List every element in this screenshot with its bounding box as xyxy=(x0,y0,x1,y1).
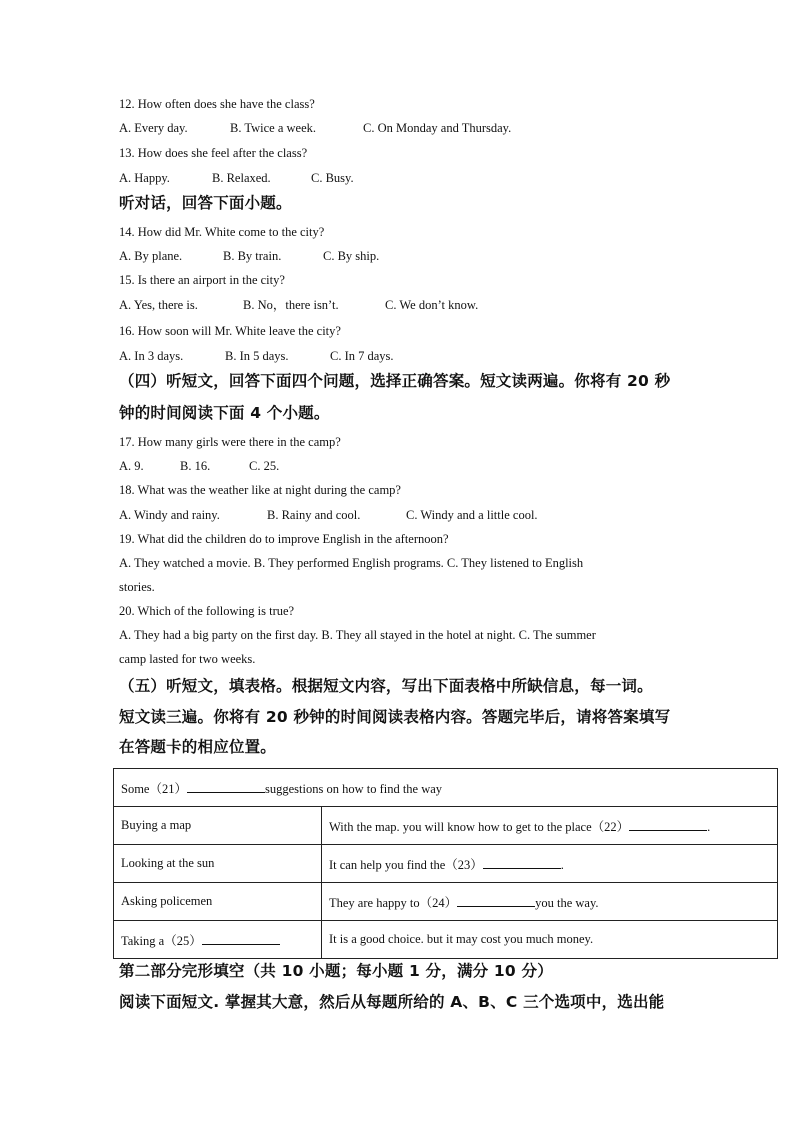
question-18: 18. What was the weather like at night during the camp? xyxy=(119,483,401,497)
q12-option-b: B. Twice a week. xyxy=(230,121,317,135)
blank-21[interactable] xyxy=(187,781,265,793)
q20-options-line1: A. They had a big party on the first day. B. They all stayed in the hotel at night. C. The summer xyxy=(119,628,596,642)
q15-option-c: C. We don’t know. xyxy=(385,298,479,312)
q20-options-line2: camp lasted for two weeks. xyxy=(119,652,256,666)
row2-left: Looking at the sun xyxy=(114,845,322,883)
table-row xyxy=(114,845,778,883)
row1-left: Buying a map xyxy=(114,807,322,845)
q19-options-line1: A. They watched a movie. B. They performed English programs. C. They listened to English xyxy=(119,556,584,570)
q12-option-c: C. On Monday and Thursday. xyxy=(363,121,512,135)
q18-option-b: B. Rainy and cool. xyxy=(267,508,361,522)
dialog-heading: 听对话，回答下面小题。 xyxy=(119,194,292,212)
blank-23[interactable] xyxy=(483,857,561,869)
row4-right: It is a good choice. but it may cost you much money. xyxy=(322,921,778,959)
part2-title: 第二部分完形填空（共 10 小题；每小题 1 分，满分 10 分） xyxy=(119,962,553,980)
row1-right-text: With the map. you will know how to get to the place（22） xyxy=(329,819,630,834)
table-header-row xyxy=(114,769,778,807)
q17-option-c: C. 25. xyxy=(249,459,280,473)
question-14: 14. How did Mr. White come to the city? xyxy=(119,225,325,239)
blank-24[interactable] xyxy=(457,895,535,907)
q17-option-a: A. 9. xyxy=(119,459,144,473)
section4-heading-line2: 钟的时间阅读下面 4 个小题。 xyxy=(119,404,330,422)
q13-option-a: A. Happy. xyxy=(119,171,170,185)
question-17: 17. How many girls were there in the camp? xyxy=(119,435,341,449)
q12-option-a: A. Every day. xyxy=(119,121,188,135)
row4-left xyxy=(114,921,322,959)
table-header-cell xyxy=(114,769,778,807)
q16-option-c: C. In 7 days. xyxy=(330,349,394,363)
section5-heading-line2: 短文读三遍。你将有 20 秒钟的时间阅读表格内容。答题完毕后，请将答案填写 xyxy=(119,708,671,726)
row2-right-text: It can help you find the（23） xyxy=(329,857,483,872)
blank-25[interactable] xyxy=(202,933,280,945)
question-20: 20. Which of the following is true? xyxy=(119,604,295,618)
row3-right-end: you the way. xyxy=(535,895,599,910)
question-19: 19. What did the children do to improve English in the afternoon? xyxy=(119,532,449,546)
question-13: 13. How does she feel after the class? xyxy=(119,146,308,160)
row3-left: Asking policemen xyxy=(114,883,322,921)
row2-right xyxy=(322,845,778,883)
header-suffix: suggestions on how to find the way xyxy=(264,781,443,796)
q13-option-b: B. Relaxed. xyxy=(212,171,271,185)
question-15: 15. Is there an airport in the city? xyxy=(119,273,285,287)
q15-option-b: B. No，there isn’t. xyxy=(243,298,339,312)
q13-option-c: C. Busy. xyxy=(311,171,354,185)
row3-right xyxy=(322,883,778,921)
table-row xyxy=(114,883,778,921)
section5-heading-line1: （五）听短文，填表格。根据短文内容，写出下面表格中所缺信息，每一词。 xyxy=(119,677,653,695)
q16-option-a: A. In 3 days. xyxy=(119,349,184,363)
q14-option-a: A. By plane. xyxy=(119,249,183,263)
q19-options-line2: stories. xyxy=(119,580,155,594)
q14-option-b: B. By train. xyxy=(223,249,282,263)
section5-heading-line3: 在答题卡的相应位置。 xyxy=(119,738,277,756)
row2-right-end: . xyxy=(560,857,564,872)
row4-left-text: Taking a（25） xyxy=(121,933,202,948)
question-12: 12. How often does she have the class? xyxy=(119,97,315,111)
row3-right-text: They are happy to（24） xyxy=(329,895,458,910)
q14-option-c: C. By ship. xyxy=(323,249,380,263)
table-row xyxy=(114,807,778,845)
q17-option-b: B. 16. xyxy=(180,459,211,473)
q18-option-c: C. Windy and a little cool. xyxy=(406,508,538,522)
q16-option-b: B. In 5 days. xyxy=(225,349,289,363)
info-table xyxy=(113,768,778,959)
blank-22[interactable] xyxy=(629,819,707,831)
header-prefix: Some（21） xyxy=(121,781,187,796)
section4-heading-line1: （四）听短文，回答下面四个问题，选择正确答案。短文读两遍。你将有 20 秒 xyxy=(119,372,671,390)
question-16: 16. How soon will Mr. White leave the city? xyxy=(119,324,341,338)
row1-right xyxy=(322,807,778,845)
row1-right-end: . xyxy=(707,819,711,834)
q18-option-a: A. Windy and rainy. xyxy=(119,508,220,522)
q15-option-a: A. Yes, there is. xyxy=(119,298,198,312)
table-row xyxy=(114,921,778,959)
part2-instruction: 阅读下面短文. 掌握其大意，然后从每题所给的 A、B、C 三个选项中，选出能 xyxy=(119,993,665,1011)
